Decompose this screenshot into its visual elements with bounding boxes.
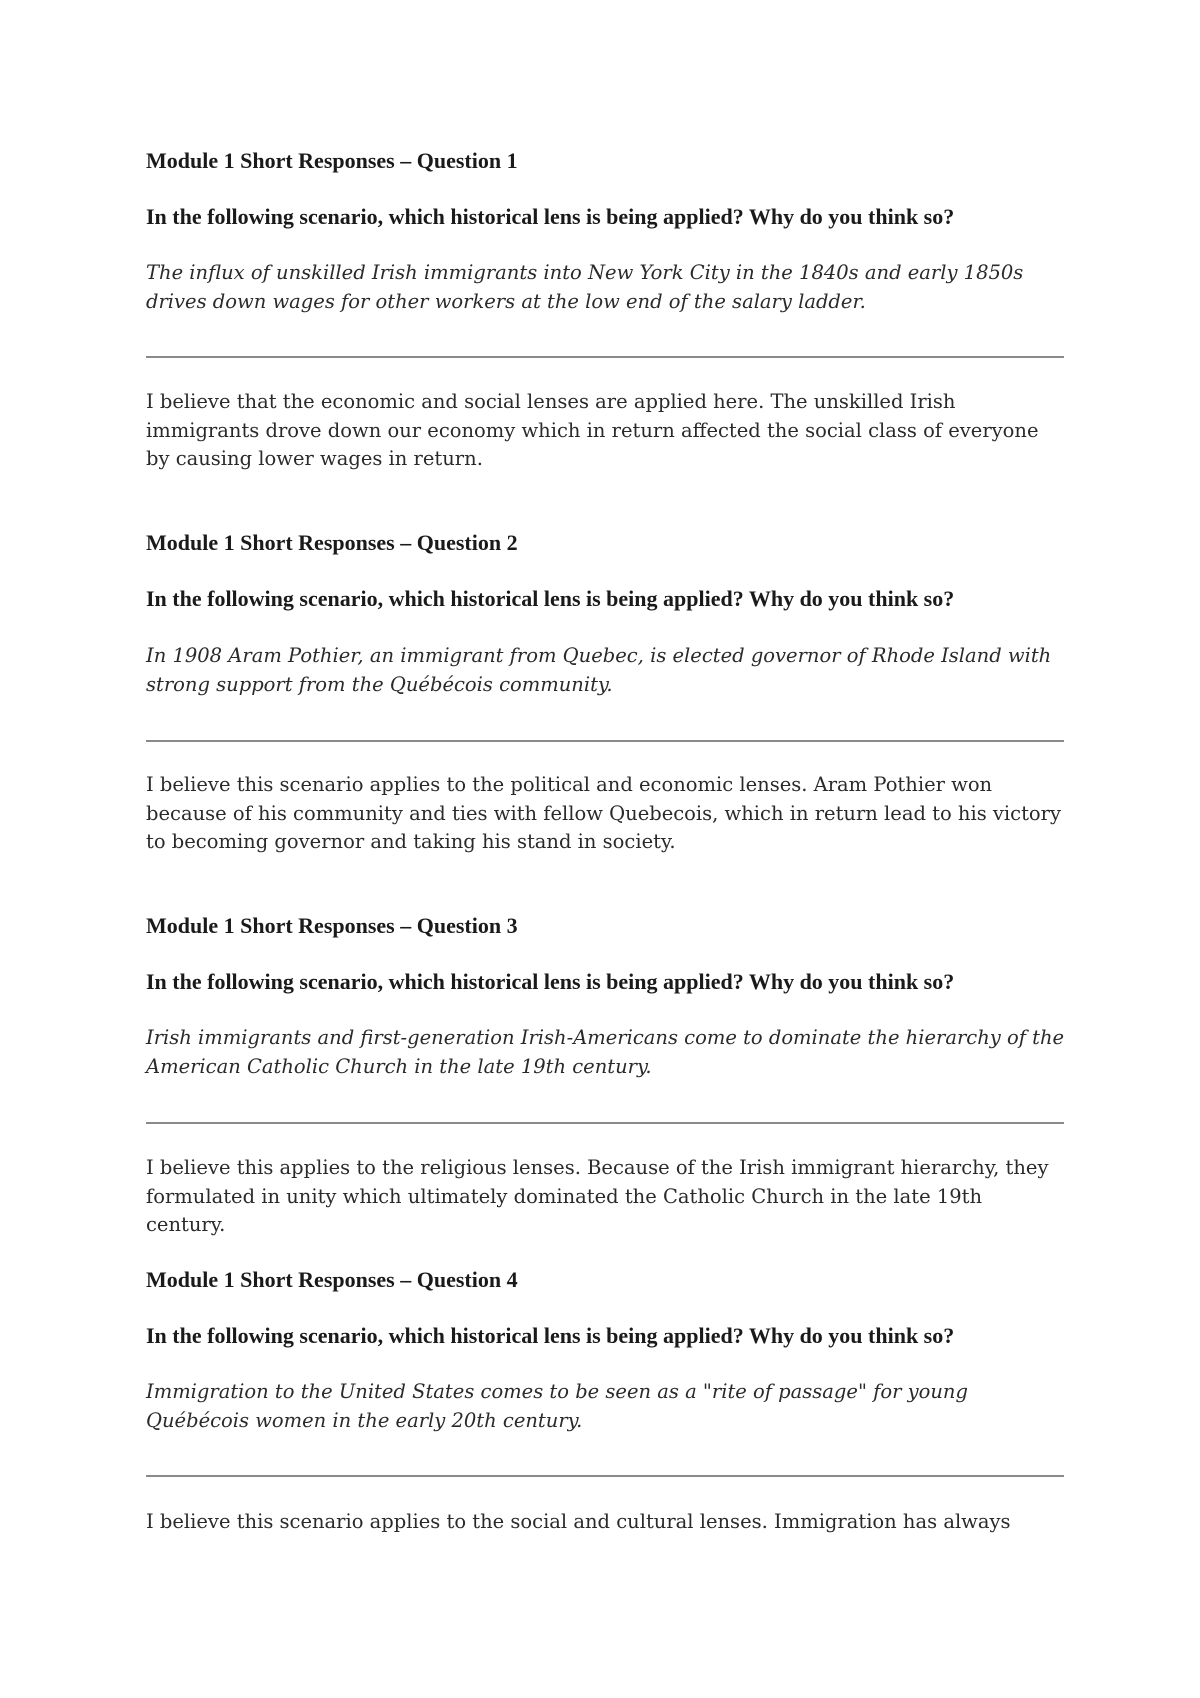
question-heading: Module 1 Short Responses – Question 4 [146, 1267, 518, 1292]
question-prompt: In the following scenario, which historical lens is being applied? Why do you think so? [146, 969, 955, 994]
divider-line [146, 740, 1064, 742]
question-prompt: In the following scenario, which historical lens is being applied? Why do you think so? [146, 586, 955, 611]
answer-text: I believe this applies to the religious lenses. Because of the Irish immigrant hierarchy, they formulated in unity which ultimately dominated the Catholic Church in the late 19th century. [146, 1156, 1049, 1236]
scenario-text: In 1908 Aram Pothier, an immigrant from Quebec, is elected governor of Rhode Island with strong support from the Québécois community. [146, 644, 1052, 696]
divider-line [146, 1475, 1064, 1477]
question-heading: Module 1 Short Responses – Question 1 [146, 148, 518, 173]
question-heading: Module 1 Short Responses – Question 2 [146, 530, 518, 555]
answer-text: I believe that the economic and social lenses are applied here. The unskilled Irish immigrants drove down our economy which in return affected the social class of everyone by causing lower wages in return. [146, 390, 1039, 470]
question-heading: Module 1 Short Responses – Question 3 [146, 913, 518, 938]
scenario-text: The influx of unskilled Irish immigrants into New York City in the 1840s and early 1850s drives down wages for other workers at the low end of the salary ladder. [146, 261, 1024, 313]
question-prompt: In the following scenario, which historical lens is being applied? Why do you think so? [146, 1323, 955, 1348]
divider-line [146, 356, 1064, 358]
answer-text: I believe this scenario applies to the social and cultural lenses. Immigration has always [146, 1510, 1011, 1533]
question-prompt: In the following scenario, which historical lens is being applied? Why do you think so? [146, 204, 955, 229]
scenario-text: Immigration to the United States comes to be seen as a "rite of passage" for young Québécois women in the early 20th century. [146, 1380, 968, 1432]
divider-line [146, 1122, 1064, 1124]
answer-text: I believe this scenario applies to the political and economic lenses. Aram Pothier won because of his community and ties with fellow Quebecois, which in return lead to his victory to becoming governor and taking his stand in society. [146, 773, 1061, 853]
scenario-text: Irish immigrants and first-generation Irish-Americans come to dominate the hierarchy of the American Catholic Church in the late 19th century. [146, 1026, 1065, 1078]
